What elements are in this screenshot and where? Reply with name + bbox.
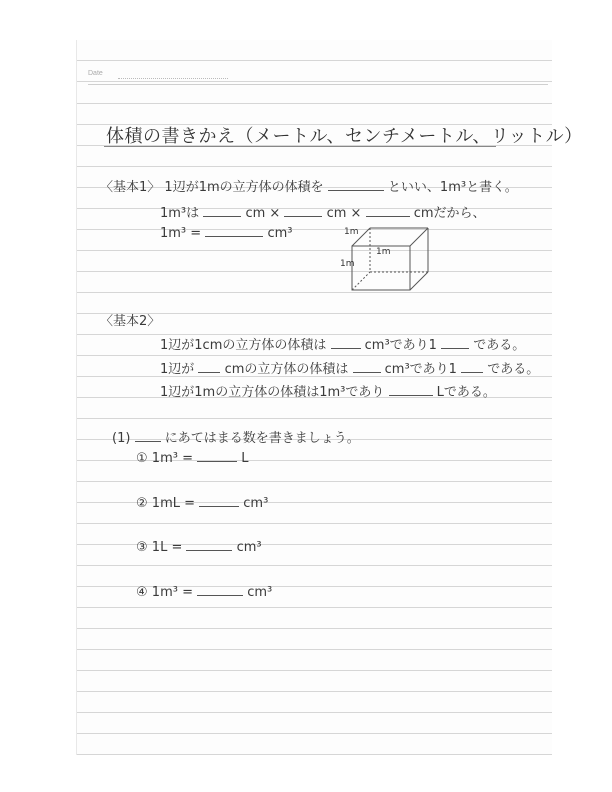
basic2-heading: 〈基本2〉 [100, 314, 161, 329]
cube-label-side: 1m [340, 259, 355, 269]
basic2-blank-6[interactable] [389, 383, 433, 396]
basic1-line3-text-a: 1m³ = [160, 226, 202, 241]
basic1-blank-1[interactable] [328, 178, 384, 191]
exercise-item-3-blank[interactable] [186, 538, 232, 551]
exercise-item-2-unit: cm³ [243, 496, 269, 511]
basic1-line1-text-b: といい、1m³と書く。 [387, 180, 518, 195]
basic2-line3-text-b: Lである。 [436, 385, 496, 400]
basic2-blank-3[interactable] [198, 360, 220, 373]
cube-diagram [336, 220, 446, 292]
exercise-item-1-left: 1m³ = [151, 451, 193, 466]
basic1-line2-text-a: 1m³は [160, 206, 200, 221]
basic2-line1 [160, 334, 525, 353]
basic1-blank-3[interactable] [284, 204, 322, 217]
basic2-blank-4[interactable] [353, 360, 381, 373]
date-line [118, 78, 228, 79]
basic1-blank-4[interactable] [366, 204, 410, 217]
basic2-line2-text-b: cmの立方体の体積は [224, 362, 349, 377]
basic1-line3-text-b: cm³ [267, 226, 293, 241]
basic2-line2-text-a: 1辺が [160, 362, 195, 377]
title-underline [104, 146, 496, 147]
basic2-line2-text-d: である。 [487, 362, 540, 377]
exercise-item-2 [136, 494, 268, 511]
basic2-blank-1[interactable] [331, 336, 361, 349]
basic1-line1 [100, 176, 518, 195]
date-label: Date [88, 70, 103, 77]
exercise-item-1-unit: L [241, 451, 249, 466]
exercise-item-4 [136, 583, 272, 600]
exercise-item-3-unit: cm³ [236, 540, 262, 555]
exercise-item-2-left: 1mL = [151, 496, 195, 511]
basic1-line2 [160, 202, 486, 221]
exercise-item-1 [136, 449, 249, 466]
exercise-item-3-num: ③ [136, 540, 148, 555]
exercise-item-4-num: ④ [136, 585, 148, 600]
exercise-item-1-num: ① [136, 451, 148, 466]
basic1-blank-2[interactable] [203, 204, 241, 217]
cube-label-inner: 1m [376, 247, 391, 257]
basic1-line2-text-b: cm × [245, 206, 281, 221]
basic1-line2-text-d: cmだから、 [413, 206, 486, 221]
basic2-blank-5[interactable] [461, 360, 483, 373]
exercise-instruction [112, 427, 360, 446]
exercise-item-4-unit: cm³ [247, 585, 273, 600]
page-title: 体積の書きかえ（メートル、センチメートル、リットル） [106, 126, 583, 147]
exercise-instruction-text: にあてはまる数を書きましょう。 [164, 431, 360, 446]
basic2-line3-text-a: 1辺が1mの立方体の体積は1m³であり [160, 385, 385, 400]
exercise-item-2-num: ② [136, 496, 148, 511]
exercise-item-3 [136, 538, 262, 555]
exercise-item-3-left: 1L = [151, 540, 183, 555]
basic2-line1-text-b: cm³であり1 [364, 338, 437, 353]
date-row [88, 62, 548, 85]
exercise-item-4-blank[interactable] [197, 583, 243, 596]
cube-label-top: 1m [344, 227, 359, 237]
basic2-line3 [160, 381, 496, 400]
exercise-item-2-blank[interactable] [199, 494, 239, 507]
exercise-number: (1) [112, 431, 131, 446]
basic1-blank-5[interactable] [205, 224, 263, 237]
basic2-line2-text-c: cm³であり1 [384, 362, 457, 377]
basic2-line2 [160, 358, 539, 377]
exercise-instruction-blank [135, 429, 161, 442]
basic2-blank-2[interactable] [441, 336, 469, 349]
basic2-line1-text-c: である。 [473, 338, 526, 353]
basic1-line2-text-c: cm × [326, 206, 362, 221]
basic1-line3 [160, 224, 292, 241]
exercise-item-4-left: 1m³ = [151, 585, 193, 600]
basic2-line1-text-a: 1辺が1cmの立方体の体積は [160, 338, 327, 353]
basic1-line1-text-a: 1辺が1mの立方体の体積を [164, 180, 324, 195]
exercise-item-1-blank[interactable] [197, 449, 237, 462]
basic1-heading: 〈基本1〉 [100, 180, 161, 195]
